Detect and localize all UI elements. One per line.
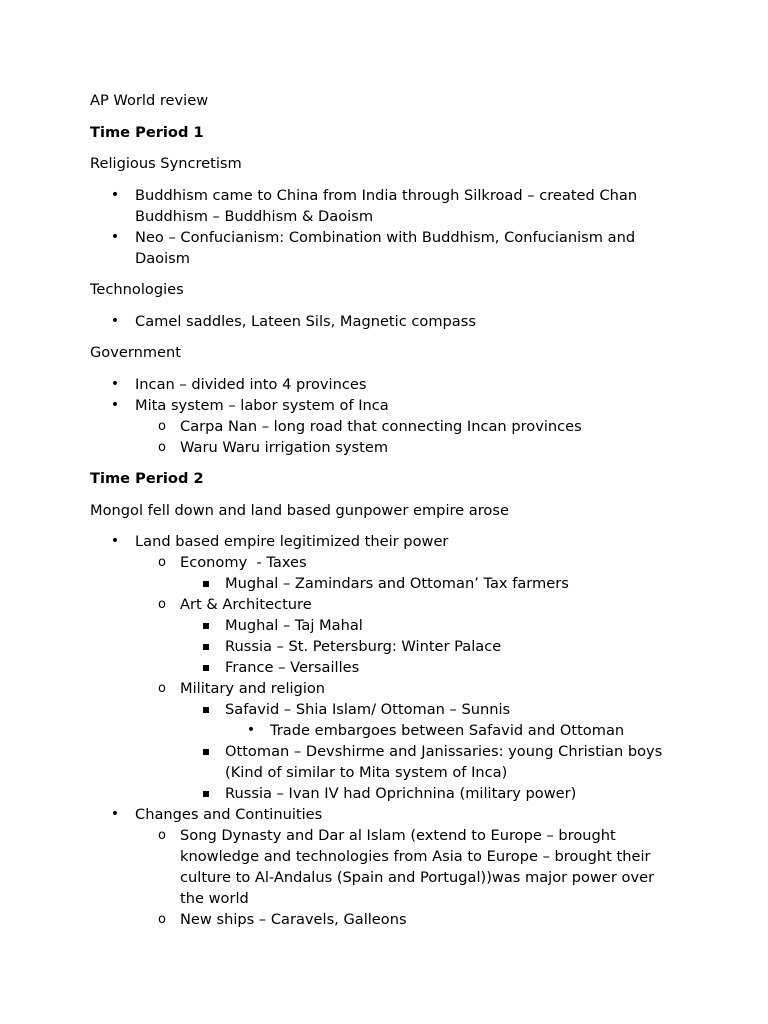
heading-time-period-1: Time Period 1	[90, 123, 204, 141]
document-title: AP World review	[90, 92, 209, 109]
list-item-text: (Kind of similar to Mita system of Inca)	[225, 764, 508, 781]
square-bullet-icon	[203, 791, 209, 797]
list-item	[90, 573, 690, 594]
circle-bullet-icon: o	[158, 418, 166, 434]
list-item	[90, 825, 690, 909]
bullet-icon: •	[246, 722, 256, 738]
square-bullet-icon	[203, 749, 209, 755]
document-page	[90, 90, 690, 941]
heading-religious-syncretism: Religious Syncretism	[90, 155, 242, 172]
list-item-text: Russia – Ivan IV had Oprichnina (military power)	[225, 785, 577, 802]
list-item-text: Daoism	[135, 249, 190, 267]
bullet-icon: •	[110, 186, 120, 203]
bullet-icon: •	[110, 312, 120, 329]
list-item-text: Trade embargoes between Safavid and Ottoman	[270, 722, 625, 739]
list-item-text: France – Versailles	[225, 659, 360, 676]
bullet-icon: •	[110, 375, 120, 392]
list-item	[90, 374, 690, 395]
list-item-text: Changes and Continuities	[135, 806, 323, 823]
square-bullet-icon	[203, 581, 209, 587]
list-item-text: Mughal – Zamindars and Ottoman’ Tax farmers	[225, 575, 569, 592]
square-bullet-icon	[203, 707, 209, 713]
list-item-text: culture to Al-Andalus (Spain and Portugal))was major power over	[180, 869, 655, 886]
list-item	[90, 720, 690, 741]
list-item	[90, 783, 690, 804]
heading-time-period-2: Time Period 2	[90, 470, 204, 487]
list-item	[90, 636, 690, 657]
bullet-icon: •	[110, 533, 120, 549]
heading-technologies: Technologies	[90, 281, 184, 298]
list-item	[90, 909, 690, 930]
list-item	[90, 185, 690, 227]
square-bullet-icon	[203, 665, 209, 671]
list-item-text: Art & Architecture	[180, 596, 312, 613]
square-bullet-icon	[203, 623, 209, 629]
intro-text: Mongol fell down and land based gunpower empire arose	[90, 501, 509, 519]
list-item-text: knowledge and technologies from Asia to Europe – brought their	[180, 848, 651, 865]
list-item-text: Waru Waru irrigation system	[180, 438, 389, 456]
list-item-text: Song Dynasty and Dar al Islam (extend to Europe – brought	[180, 827, 616, 844]
list-item	[90, 699, 690, 720]
list-item	[90, 741, 690, 783]
list-item-text: Buddhism came to China from India through Silkroad – created Chan	[135, 186, 638, 204]
list-item-text: Economy - Taxes	[180, 554, 307, 571]
list-item	[90, 416, 690, 437]
bullet-icon: •	[110, 228, 120, 245]
circle-bullet-icon: o	[158, 828, 166, 843]
list-item	[90, 594, 690, 615]
list-item-text: Russia – St. Petersburg: Winter Palace	[225, 638, 502, 655]
list-item	[90, 804, 690, 825]
list-item	[90, 437, 690, 458]
list-religious-syncretism	[90, 185, 690, 269]
list-item	[90, 552, 690, 573]
list-item	[90, 657, 690, 678]
list-item-text: Mita system – labor system of Inca	[135, 396, 389, 414]
list-item-text: Safavid – Shia Islam/ Ottoman – Sunnis	[225, 701, 511, 718]
circle-bullet-icon: o	[158, 912, 166, 927]
list-item	[90, 531, 690, 552]
heading-government: Government	[90, 344, 182, 361]
list-item-text: Camel saddles, Lateen Sils, Magnetic compass	[135, 312, 476, 330]
square-bullet-icon	[203, 644, 209, 650]
list-item-text: Incan – divided into 4 provinces	[135, 375, 367, 393]
list-item-text: Buddhism – Buddhism & Daoism	[135, 207, 374, 225]
list-item	[90, 395, 690, 416]
bullet-icon: •	[110, 396, 120, 413]
list-item-text: Military and religion	[180, 680, 326, 697]
list-item-text: New ships – Caravels, Galleons	[180, 911, 407, 928]
list-technologies	[90, 311, 690, 332]
circle-bullet-icon: o	[158, 597, 166, 612]
bullet-icon: •	[110, 806, 120, 822]
circle-bullet-icon: o	[158, 681, 166, 696]
list-item-text: Land based empire legitimized their power	[135, 533, 449, 550]
list-item	[90, 227, 690, 269]
list-time-period-2	[90, 531, 690, 930]
list-item-text: Neo – Confucianism: Combination with Buddhism, Confucianism and	[135, 228, 636, 246]
list-government	[90, 374, 690, 458]
list-item	[90, 311, 690, 332]
list-item-text: Ottoman – Devshirme and Janissaries: young Christian boys	[225, 743, 663, 760]
list-item-text: the world	[180, 890, 249, 907]
list-item-text: Mughal – Taj Mahal	[225, 617, 363, 634]
list-item-text: Carpa Nan – long road that connecting Incan provinces	[180, 417, 582, 435]
circle-bullet-icon: o	[158, 555, 166, 570]
list-item	[90, 615, 690, 636]
list-item	[90, 678, 690, 699]
circle-bullet-icon: o	[158, 439, 166, 455]
